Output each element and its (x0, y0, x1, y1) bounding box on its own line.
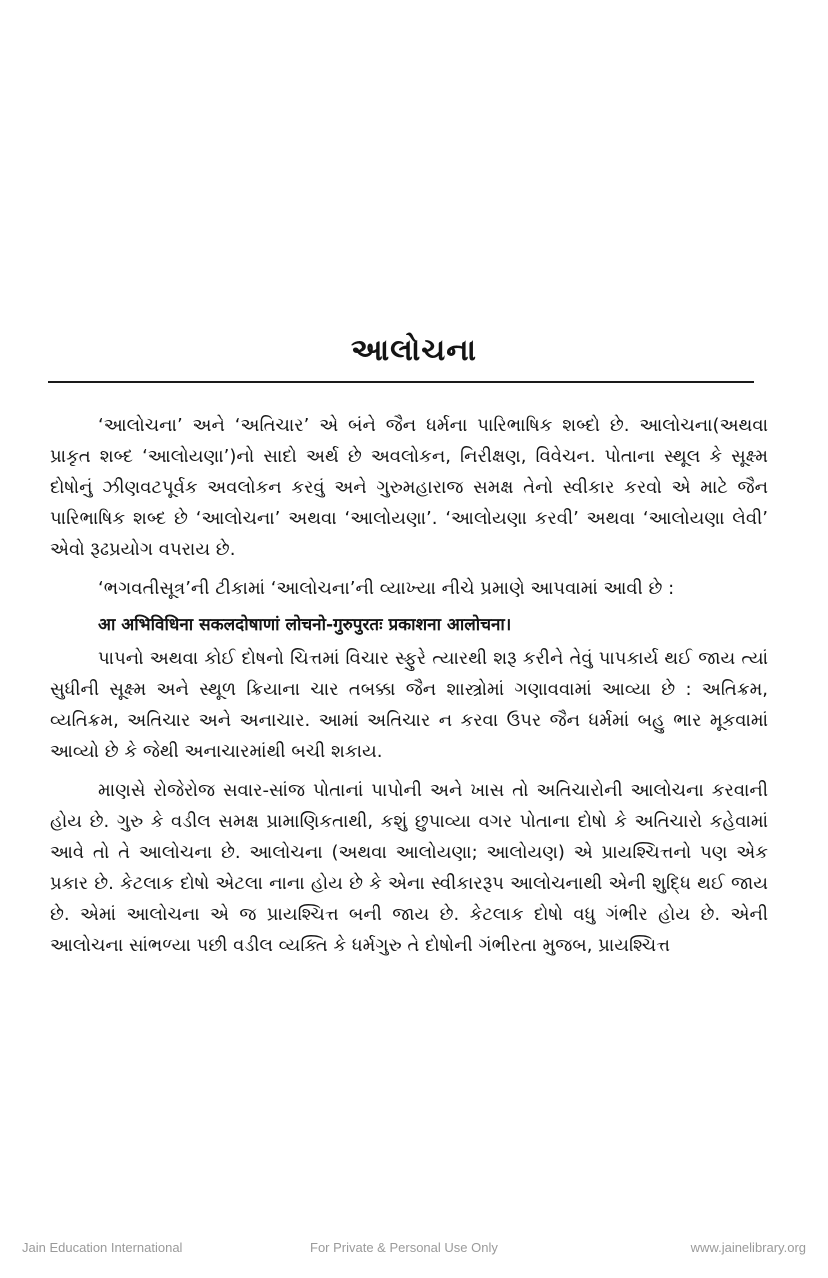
article-body (50, 410, 768, 961)
sanskrit-quotation: आ अभिविधिना सकलदोषाणां लोचनो-गुरुपुरतः प्रकाशना आलोचना। (98, 615, 512, 635)
footer-usage-notice: For Private & Personal Use Only (310, 1240, 498, 1255)
paragraph-four-stages: પાપનો અથવા કોઈ દોષનો ચિત્તમાં વિચાર સ્ફુરે ત્યારથી શરૂ કરીને તેવું પાપકાર્ય થઈ જાય ત્યાં સુધીની સૂક્ષ્મ અને સ્થૂળ ક્રિયાના ચાર તબક્કા જૈન શાસ્ત્રોમાં ગણાવવામાં આવ્યા છે : અતિક્રમ, વ્યતિક્રમ, અતિચાર અને અનાચાર. આમાં અતિચાર ન કરવા ઉપર જૈન ધર્મમાં બહુ ભાર મૂકવામાં આવ્યો છે કે જેથી અનાચારમાંથી બચી શકાય. (50, 648, 768, 762)
paragraph-bhagavati-sutra: ‘ભગવતીસૂત્ર’ની ટીકામાં ‘આલોચના’ની વ્યાખ્યા નીચે પ્રમાણે આપવામાં આવી છે : (98, 578, 675, 599)
footer-publisher: Jain Education International (22, 1240, 183, 1255)
page-footer (0, 1240, 828, 1260)
page-title: આલોચના (350, 333, 478, 368)
footer-website-link[interactable]: www.jainelibrary.org (690, 1240, 806, 1255)
paragraph-definition: ‘આલોચના’ અને ‘અતિચાર’ એ બંને જૈન ધર્મના પારિભાષિક શબ્દો છે. આલોચના(અથવા પ્રાકૃત શબ્દ ‘આલોયણા’)નો સાદો અર્થ છે અવલોકન, નિરીક્ષણ, વિવેચન. પોતાના સ્થૂલ કે સૂક્ષ્મ દોષોનું ઝીણવટપૂર્વક અવલોકન કરવું અને ગુરુમહારાજ સમક્ષ તેનો સ્વીકાર કરવો એ માટે જૈન પારિભાષિક શબ્દ છે ‘આલોચના’ અથવા ‘આલોયણા’. ‘આલોયણા કરવી’ અથવા ‘આલોયણા લેવી’ એવો રૂઢપ્રયોગ વપરાય છે. (50, 415, 768, 560)
paragraph-daily-alochana: માણસે રોજેરોજ સવાર-સાંજ પોતાનાં પાપોની અને ખાસ તો અતિચારોની આલોચના કરવાની હોય છે. ગુરુ કે વડીલ સમક્ષ પ્રામાણિકતાથી, કશું છુપાવ્યા વગર પોતાના દોષો કે અતિચારો કહેવામાં આવે તો તે આલોચના છે. આલોચના (અથવા આલોયણા; આલોયણ) એ પ્રાયશ્ચિત્તનો પણ એક પ્રકાર છે. કેટલાક દોષો એટલા નાના હોય છે કે એના સ્વીકારરૂપ આલોચનાથી એની શુદ્ધિ થઈ જાય છે. એમાં આલોચના એ જ પ્રાયશ્ચિત્ત બની જાય છે. કેટલાક દોષો વધુ ગંભીર હોય છે. એની આલોચના સાંભળ્યા પછી વડીલ વ્યક્તિ કે ધર્મગુરુ તે દોષોની ગંભીરતા મુજબ, પ્રાયશ્ચિત્ત (50, 780, 768, 956)
title-underline-divider (48, 381, 754, 383)
